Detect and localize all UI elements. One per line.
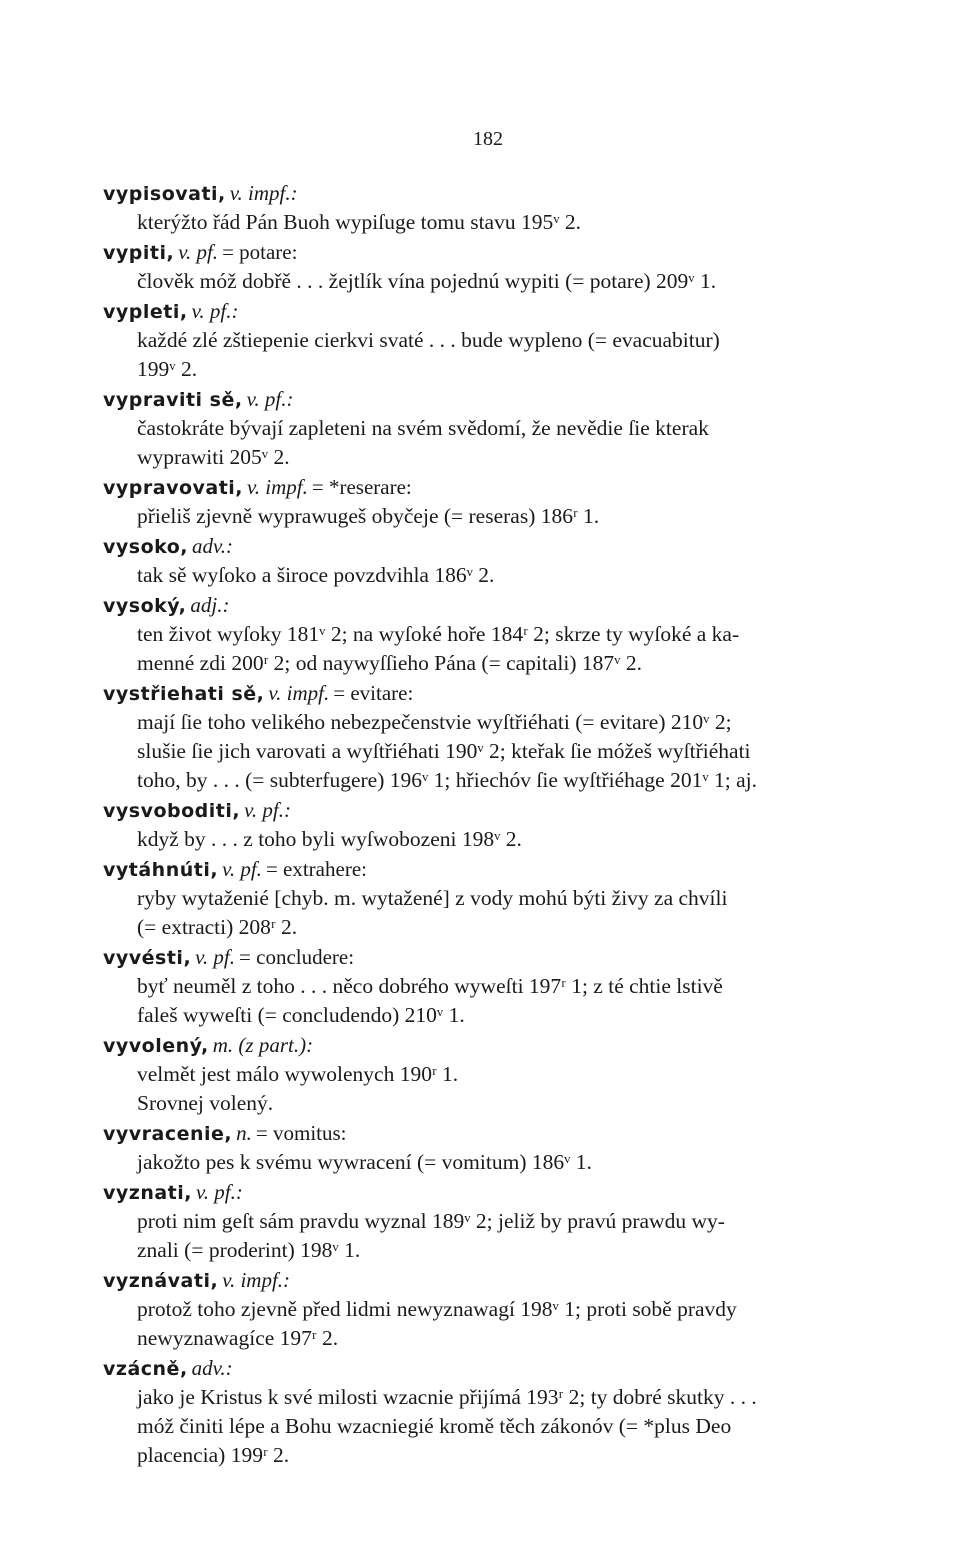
grammar-label: v. impf.: xyxy=(229,181,298,205)
dictionary-entry xyxy=(103,237,878,296)
citation-line: Srovnej volený. xyxy=(137,1091,274,1115)
grammar-label: adj.: xyxy=(190,593,230,617)
entry-citations xyxy=(137,1060,878,1118)
headword: vzácně, xyxy=(103,1358,188,1380)
citation-line: velmět jest málo wywolenych 190ʳ 1. xyxy=(137,1062,459,1086)
citation-line: móž činiti lépe a Bohu wzacniegié kromě těch zákonóv (= *plus Deo xyxy=(137,1414,732,1438)
dictionary-entry xyxy=(103,296,878,384)
dictionary-entry xyxy=(103,1353,878,1470)
headword: vysoko, xyxy=(103,536,189,558)
citation-line: ryby wytaženié [chyb. m. wytažené] z vody mohú býti živy za chvíli xyxy=(137,886,728,910)
headword: vystřiehati sě, xyxy=(103,683,265,705)
entry-header xyxy=(103,531,878,561)
grammar-label: v. impf. xyxy=(247,475,308,499)
entry-citations xyxy=(137,1295,878,1353)
latin-gloss: = evitare: xyxy=(333,681,414,705)
headword: vyvésti, xyxy=(103,947,192,969)
grammar-label: adv.: xyxy=(191,1356,233,1380)
entry-citations xyxy=(137,884,878,942)
dictionary-entry xyxy=(103,531,878,590)
dictionary-entry xyxy=(103,795,878,854)
entry-header xyxy=(103,678,878,708)
headword: vyznati, xyxy=(103,1182,192,1204)
citation-line: newyznawagíce 197ʳ 2. xyxy=(137,1326,339,1350)
dictionary-entry xyxy=(103,1118,878,1177)
entry-header xyxy=(103,296,878,326)
citation-line: toho, by . . . (= subterfugere) 196ᵛ 1; hřiechóv ſie wyſtřiéhage 201ᵛ 1; aj. xyxy=(137,768,758,792)
entry-citations xyxy=(137,825,878,854)
citation-line: 199ᵛ 2. xyxy=(137,357,198,381)
dictionary-entry xyxy=(103,1030,878,1118)
grammar-label: v. impf. xyxy=(268,681,330,705)
headword: vysoký, xyxy=(103,595,187,617)
entry-citations xyxy=(137,1148,878,1177)
dictionary-entry xyxy=(103,178,878,237)
latin-gloss: = concludere: xyxy=(239,945,355,969)
entry-citations xyxy=(137,267,878,296)
citation-line: menné zdi 200ʳ 2; od naywyſſieho Pána (= capitali) 187ᵛ 2. xyxy=(137,651,642,675)
citation-line: častokráte bývají zapleteni na svém svědomí, že nevědie ſie kterak xyxy=(137,416,709,440)
entry-header xyxy=(103,237,878,267)
dictionary-entry xyxy=(103,942,878,1030)
latin-gloss: = extrahere: xyxy=(265,857,367,881)
citation-line: wyprawiti 205ᵛ 2. xyxy=(137,445,290,469)
latin-gloss: = potare: xyxy=(222,240,298,264)
entry-citations xyxy=(137,502,878,531)
entry-header xyxy=(103,1030,878,1060)
latin-gloss: = *reserare: xyxy=(311,475,412,499)
grammar-label: v. pf.: xyxy=(246,387,294,411)
dictionary-entry xyxy=(103,384,878,472)
citation-line: protož toho zjevně před lidmi newyznawagí 198ᵛ 1; proti sobě pravdy xyxy=(137,1297,737,1321)
entry-header xyxy=(103,1177,878,1207)
headword: vyznávati, xyxy=(103,1270,219,1292)
citation-line: proti nim geſt sám pravdu wyznal 189ᵛ 2; jeliž by pravú prawdu wy- xyxy=(137,1209,725,1233)
citation-line: znali (= proderint) 198ᵛ 1. xyxy=(137,1238,361,1262)
entry-citations xyxy=(137,620,878,678)
entry-citations xyxy=(137,414,878,472)
dictionary-entry xyxy=(103,590,878,678)
entry-header xyxy=(103,854,878,884)
grammar-label: v. pf.: xyxy=(196,1180,243,1204)
dictionary-entries xyxy=(103,178,878,1470)
dictionary-entry xyxy=(103,1177,878,1265)
dictionary-entry xyxy=(103,678,878,795)
page-number: 182 xyxy=(473,128,503,150)
entry-header xyxy=(103,384,878,414)
citation-line: tak sě wyſoko a široce povzdvihla 186ᵛ 2. xyxy=(137,563,495,587)
entry-header xyxy=(103,942,878,972)
entry-header xyxy=(103,795,878,825)
dictionary-entry xyxy=(103,854,878,942)
citation-line: každé zlé zštiepenie cierkvi svaté . . . bude wypleno (= evacuabitur) xyxy=(137,328,720,352)
citation-line: byť neuměl z toho . . . něco dobrého wyweſti 197ʳ 1; z té chtie lstivě xyxy=(137,974,723,998)
citation-line: placencia) 199ʳ 2. xyxy=(137,1443,290,1467)
grammar-label: adv.: xyxy=(192,534,234,558)
citation-line: (= extracti) 208ʳ 2. xyxy=(137,915,298,939)
headword: vypraviti sě, xyxy=(103,389,243,411)
entry-citations xyxy=(137,1383,878,1470)
entry-citations xyxy=(137,561,878,590)
citation-line: jakožto pes k svému wywracení (= vomitum) 186ᵛ 1. xyxy=(137,1150,592,1174)
grammar-label: m. (z part.): xyxy=(212,1033,314,1057)
citation-line: faleš wyweſti (= concludendo) 210ᵛ 1. xyxy=(137,1003,465,1027)
grammar-label: v. pf. xyxy=(178,240,219,264)
entry-header xyxy=(103,590,878,620)
citation-line: slušie ſie jich varovati a wyſtřiéhati 190ᵛ 2; kteřak ſie móžeš wyſtřiéhati xyxy=(137,739,751,763)
citation-line: člověk móž dobřě . . . žejtlík vína pojednú wypiti (= potare) 209ᵛ 1. xyxy=(137,269,717,293)
grammar-label: n. xyxy=(236,1121,252,1145)
grammar-label: v. impf.: xyxy=(222,1268,291,1292)
entry-header xyxy=(103,1265,878,1295)
entry-header xyxy=(103,1118,878,1148)
entry-citations xyxy=(137,708,878,795)
latin-gloss: = vomitus: xyxy=(255,1121,347,1145)
headword: vyvracenie, xyxy=(103,1123,233,1145)
grammar-label: v. pf.: xyxy=(191,299,239,323)
headword: vypisovati, xyxy=(103,183,226,205)
citation-line: jako je Kristus k své milosti wzacnie přijímá 193ʳ 2; ty dobré skutky . . . xyxy=(137,1385,757,1409)
grammar-label: v. pf. xyxy=(222,857,262,881)
entry-citations xyxy=(137,326,878,384)
headword: vyvolený, xyxy=(103,1035,209,1057)
entry-citations xyxy=(137,972,878,1030)
dictionary-entry xyxy=(103,1265,878,1353)
entry-header xyxy=(103,178,878,208)
headword: vypravovati, xyxy=(103,477,244,499)
headword: vypiti, xyxy=(103,242,175,264)
citation-line: ten život wyſoky 181ᵛ 2; na wyſoké hoře 184ʳ 2; skrze ty wyſoké a ka- xyxy=(137,622,740,646)
grammar-label: v. pf. xyxy=(195,945,236,969)
entry-header xyxy=(103,472,878,502)
entry-header xyxy=(103,1353,878,1383)
dictionary-entry xyxy=(103,472,878,531)
grammar-label: v. pf.: xyxy=(244,798,291,822)
entry-citations xyxy=(137,208,878,237)
citation-line: mají ſie toho velikého nebezpečenstvie wyſtřiéhati (= evitare) 210ᵛ 2; xyxy=(137,710,732,734)
headword: vytáhnúti, xyxy=(103,859,219,881)
headword: vysvoboditi, xyxy=(103,800,241,822)
citation-line: kterýžto řád Pán Buoh wypiſuge tomu stavu 195ᵛ 2. xyxy=(137,210,582,234)
entry-citations xyxy=(137,1207,878,1265)
citation-line: když by . . . z toho byli wyſwobozeni 198ᵛ 2. xyxy=(137,827,522,851)
citation-line: přieliš zjevně wyprawugeš obyčeje (= reseras) 186ʳ 1. xyxy=(137,504,600,528)
headword: vypleti, xyxy=(103,301,188,323)
